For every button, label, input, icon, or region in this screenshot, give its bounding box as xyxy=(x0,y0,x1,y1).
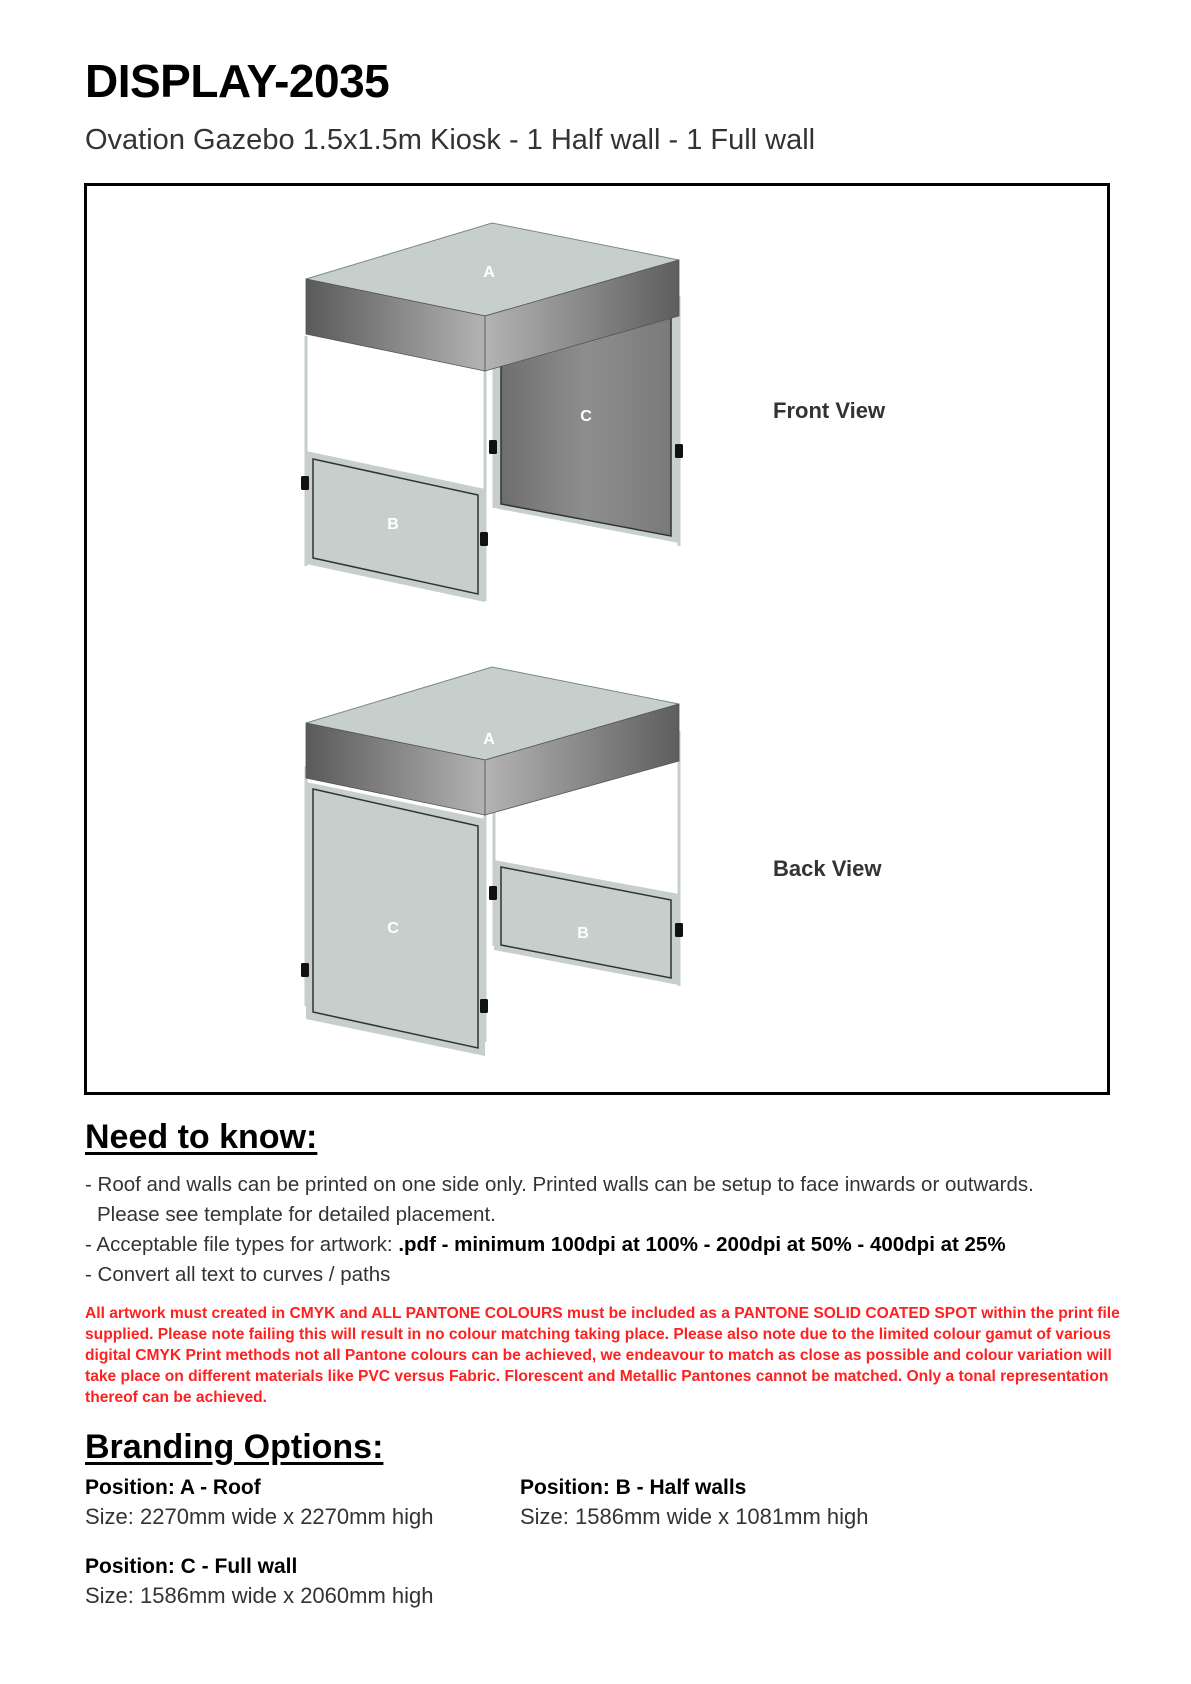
position-size: Size: 1586mm wide x 1081mm high xyxy=(520,1504,869,1529)
need-to-know-item xyxy=(85,1170,1125,1230)
back-view-label: Back View xyxy=(773,856,882,881)
back-label-a: A xyxy=(483,731,495,748)
position-size: Size: 1586mm wide x 2060mm high xyxy=(85,1583,434,1608)
front-view-label: Front View xyxy=(773,398,886,423)
position-title: Position: B - Half walls xyxy=(520,1476,747,1499)
position-title: Position: C - Full wall xyxy=(85,1555,298,1578)
need-to-know-heading: Need to know: xyxy=(85,1118,318,1156)
clip-icon xyxy=(480,999,488,1013)
front-label-c: C xyxy=(580,408,592,425)
item-line: Please see template for detailed placement. xyxy=(97,1203,496,1226)
file-requirements: .pdf - minimum 100dpi at 100% - 200dpi at 50% - 400dpi at 25% xyxy=(398,1233,1006,1256)
clip-icon xyxy=(675,444,683,458)
clip-icon xyxy=(480,532,488,546)
item-prefix: - Acceptable file types for artwork: xyxy=(85,1233,399,1256)
position-size: Size: 2270mm wide x 2270mm high xyxy=(85,1504,434,1529)
clip-icon xyxy=(489,886,497,900)
product-name: Ovation Gazebo 1.5x1.5m Kiosk - 1 Half wall - 1 Full wall xyxy=(85,124,816,156)
branding-position-c xyxy=(85,1553,434,1611)
clip-icon xyxy=(301,476,309,490)
need-to-know-list xyxy=(85,1170,1125,1290)
gazebo-diagram xyxy=(87,186,1107,1092)
half-wall-b-panel xyxy=(501,867,671,978)
position-title: Position: A - Roof xyxy=(85,1476,261,1499)
back-label-c: C xyxy=(387,920,399,937)
branding-position-b xyxy=(520,1474,869,1532)
clip-icon xyxy=(301,963,309,977)
back-label-b: B xyxy=(577,925,589,942)
front-label-a: A xyxy=(483,264,495,281)
branding-position-a xyxy=(85,1474,434,1532)
branding-options-heading: Branding Options: xyxy=(85,1428,384,1466)
full-wall-c-panel xyxy=(313,789,478,1048)
front-label-b: B xyxy=(387,516,399,533)
need-to-know-item xyxy=(85,1230,1125,1260)
front-view-diagram xyxy=(301,223,683,602)
need-to-know-item: - Convert all text to curves / paths xyxy=(85,1263,391,1286)
colour-warning: All artwork must created in CMYK and ALL PANTONE COLOURS must be included as a PANTONE SOLID COATED SPOT within the print file supplied. Please note failing this will result in no colour matching taking place. Please also note due to the limited colour gamut of various digital CMYK Print methods not all Pantone colours can be achieved, we endeavour to match as close as possible and colour variation will take place on different materials like PVC versus Fabric. Florescent and Metallic Pantones cannot be matched. Only a tonal representation thereof can be achieved. xyxy=(85,1305,1120,1406)
clip-icon xyxy=(489,440,497,454)
item-line: - Roof and walls can be printed on one side only. Printed walls can be setup to face inwards or outwards. xyxy=(85,1173,1034,1196)
clip-icon xyxy=(675,923,683,937)
diagram-frame xyxy=(84,183,1110,1095)
back-view-diagram xyxy=(301,667,683,1056)
product-code: DISPLAY-2035 xyxy=(85,55,390,107)
